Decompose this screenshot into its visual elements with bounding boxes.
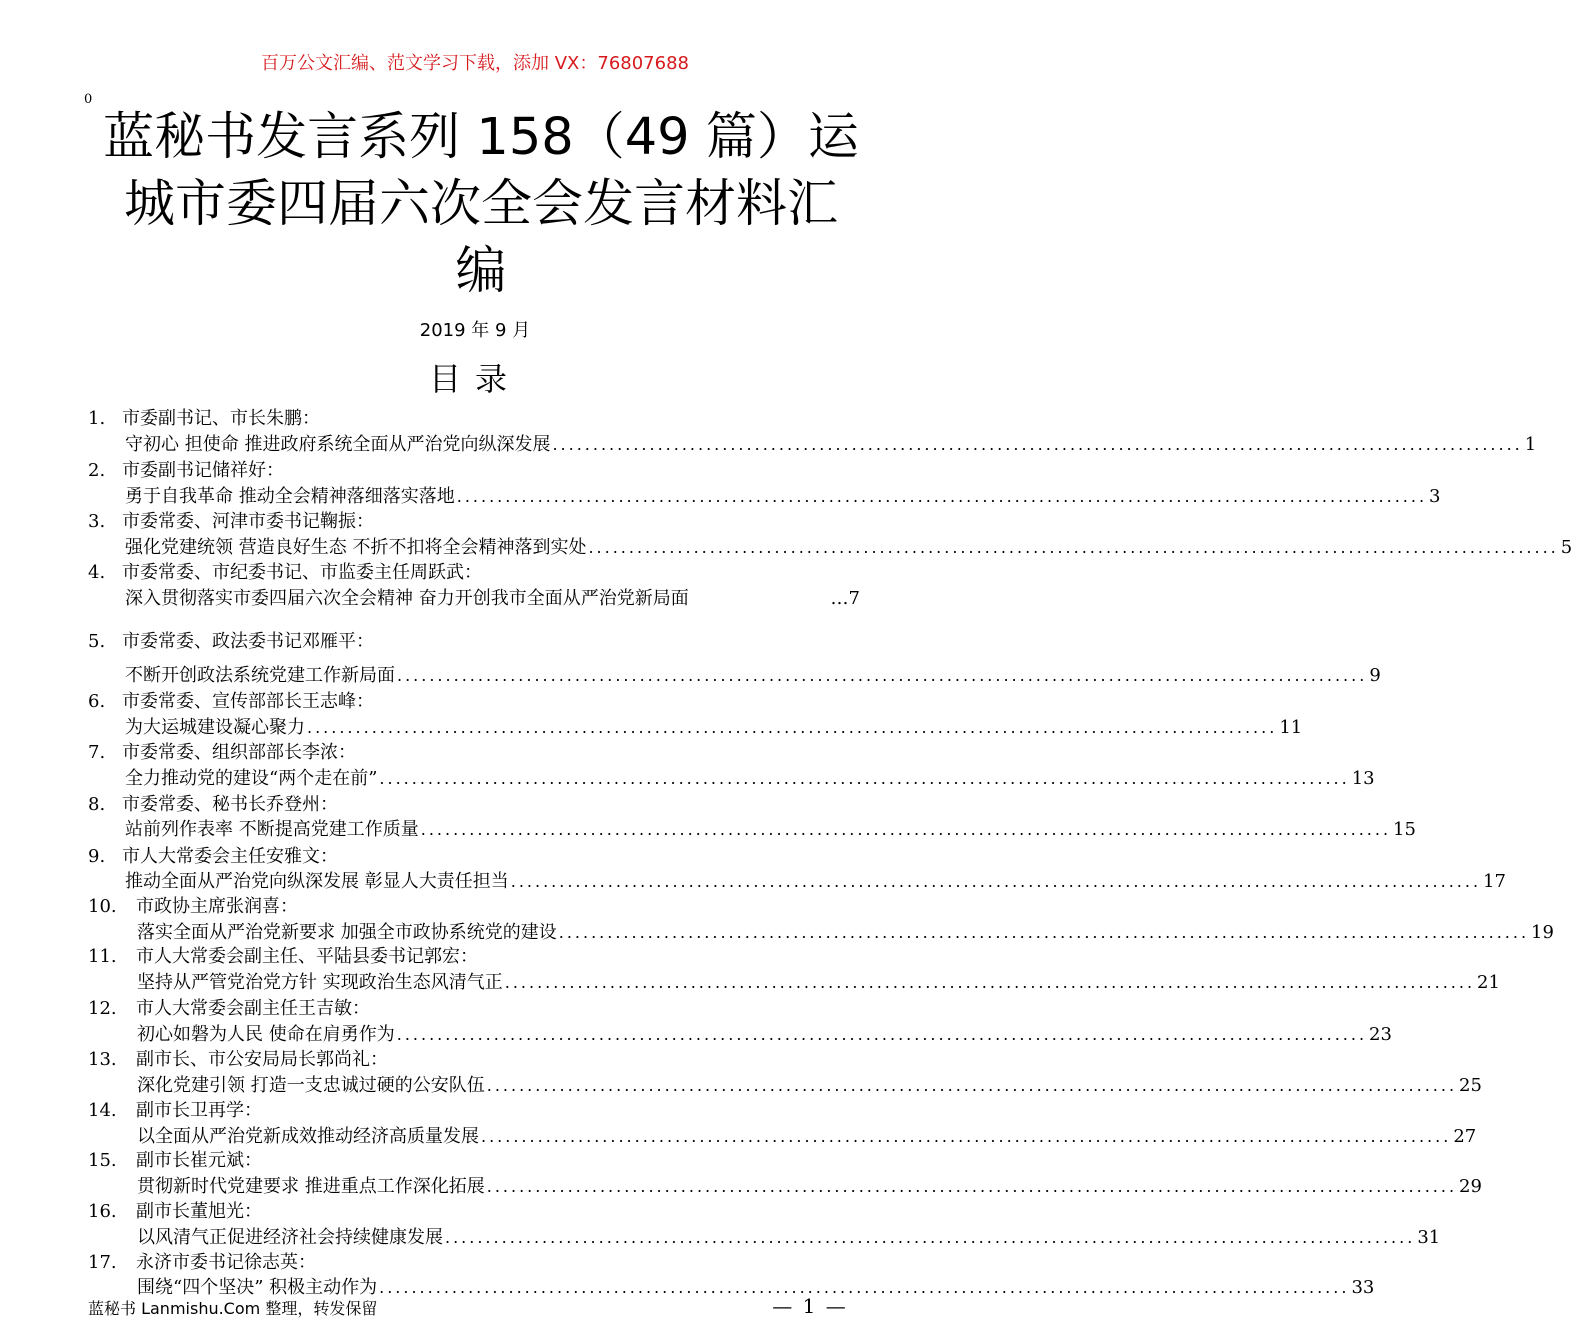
header-banner: 百万公文汇编、范文学习下载，添加 VX：76807688 [261, 53, 689, 74]
document-date: 2019 年 9 月 [419, 320, 531, 341]
toc-leader-dots: ........................................................................................................................ [481, 1127, 1452, 1146]
toc-number: 7. [88, 742, 106, 763]
toc-entry-link[interactable] [125, 815, 1416, 841]
toc-leader-dots: ........................................................................................................................ [397, 666, 1368, 685]
toc-number: 13. [88, 1049, 117, 1070]
toc-entry-link[interactable] [125, 661, 1381, 687]
toc-entry-title: 全力推动党的建设“两个走在前” [125, 768, 378, 789]
toc-entry-link[interactable] [137, 1172, 1482, 1198]
toc-author-text: 市人大常委会副主任王吉敏： [136, 998, 370, 1019]
toc-author-text: 市委常委、宣传部部长王志峰： [122, 691, 374, 712]
toc-entry-link[interactable] [137, 968, 1500, 994]
toc-page-number: 15 [1393, 819, 1416, 840]
toc-leader-dots: ........................................................................................................................ [588, 538, 1559, 557]
toc-author [88, 456, 284, 482]
toc-leader-dots: ........................................................................................................................ [396, 1025, 1368, 1044]
toc-author-text: 市委常委、组织部部长李浓： [122, 742, 356, 763]
toc-author [88, 558, 482, 584]
toc-leader-dots: ........................................................................................................................ [558, 923, 1530, 942]
toc-entry-link[interactable] [137, 1223, 1441, 1249]
toc-entry-title: 勇于自我革命 推动全会精神落细落实落地 [125, 486, 455, 507]
toc-entry-link[interactable] [137, 1071, 1482, 1097]
toc-entry-title: 落实全面从严治党新要求 加强全市政协系统党的建设 [137, 922, 557, 943]
toc-leader-dots: ........................................................................................................................ [552, 435, 1523, 454]
toc-author [88, 1248, 316, 1274]
toc-page-number: 13 [1351, 768, 1375, 789]
toc-entry-title: 强化党建统领 营造良好生态 不折不扣将全会精神落到实处 [125, 537, 587, 558]
toc-entry-link[interactable] [137, 1020, 1392, 1046]
toc-author-text: 永济市委书记徐志英： [136, 1252, 316, 1273]
toc-entry-title: 守初心 担使命 推进政府系统全面从严治党向纵深发展 [125, 434, 551, 455]
toc-leader-dots: ........................................................................................................................ [379, 769, 1350, 788]
title-line-2: 城市委四届六次全会发言材料汇 [123, 175, 838, 234]
toc-page-number: 11 [1279, 717, 1303, 738]
toc-author [88, 738, 356, 764]
toc-author-text: 市人大常委会副主任、平陆县委书记郭宏： [136, 946, 478, 967]
toc-page-number: 3 [1429, 486, 1441, 507]
toc-entry-link[interactable] [137, 918, 1554, 944]
toc-author [88, 627, 374, 653]
toc-number: 1. [88, 408, 106, 429]
toc-page-number: 25 [1459, 1075, 1482, 1096]
toc-number: 17. [88, 1252, 117, 1273]
toc-author-text: 市人大常委会主任安雅文： [122, 846, 338, 867]
toc-page-number: 9 [1369, 665, 1381, 686]
toc-entry-title: 深入贯彻落实市委四届六次全会精神 奋力开创我市全面从严治党新局面 [125, 588, 689, 609]
toc-leader-dots: ........................................................................................................................ [510, 872, 1482, 891]
toc-entry-title: 以风清气正促进经济社会持续健康发展 [137, 1227, 443, 1248]
toc-number: 15. [88, 1150, 117, 1171]
toc-author-text: 市委常委、市纪委书记、市监委主任周跃武： [122, 562, 482, 583]
toc-entry-title: 以全面从严治党新成效推动经济高质量发展 [137, 1126, 479, 1147]
toc-author [88, 790, 338, 816]
toc-page-number: 23 [1369, 1024, 1392, 1045]
toc-leader-dots: ........................................................................................................................ [486, 1076, 1458, 1095]
toc-page-number: 5 [1560, 537, 1572, 558]
toc-author-text: 副市长崔元斌： [136, 1150, 262, 1171]
toc-page-number: 21 [1477, 972, 1500, 993]
toc-author-text: 市委常委、河津市委书记鞠振： [122, 511, 374, 532]
toc-author-text: 市委副书记、市长朱鹏： [122, 408, 320, 429]
toc-number: 4. [88, 562, 106, 583]
toc-page-number: 31 [1417, 1227, 1441, 1248]
toc-author [88, 404, 320, 430]
toc-leader-dots: ........................................................................................................................ [456, 487, 1428, 506]
toc-author-text: 市委副书记储祥好： [122, 460, 284, 481]
toc-page-number: …7 [830, 588, 860, 609]
toc-leader-dots: ........................................................................................................................ [445, 1228, 1416, 1247]
toc-number: 5. [88, 631, 106, 652]
toc-entry-link[interactable] [125, 867, 1506, 893]
toc-number: 9. [88, 846, 106, 867]
toc-leader-dots: ........................................................................................................................ [486, 1177, 1458, 1196]
toc-number: 3. [88, 511, 106, 532]
toc-leader-dots: ........................................................................................................................ [504, 973, 1476, 992]
toc-author-text: 副市长卫再学： [136, 1100, 262, 1121]
toc-entry-link[interactable] [125, 533, 1572, 559]
toc-author-text: 市委常委、政法委书记邓雁平： [122, 631, 374, 652]
toc-author [88, 687, 374, 713]
toc-author [88, 1146, 262, 1172]
toc-author-text: 副市长、市公安局局长郭尚礼： [136, 1049, 388, 1070]
toc-leader-dots: ........................................................................................................................ [379, 1278, 1350, 1297]
toc-entry-title: 不断开创政法系统党建工作新局面 [125, 665, 395, 686]
toc-number: 12. [88, 998, 117, 1019]
toc-author [88, 994, 370, 1020]
toc-page-number: 17 [1483, 871, 1506, 892]
toc-entry-link[interactable] [125, 764, 1375, 790]
toc-number: 6. [88, 691, 106, 712]
toc-author [88, 1197, 262, 1223]
toc-author [88, 892, 298, 918]
toc-author [88, 842, 338, 868]
toc-entry-link[interactable] [125, 482, 1441, 508]
toc-entry-title: 围绕“四个坚决” 积极主动作为 [137, 1277, 378, 1298]
toc-number: 14. [88, 1100, 117, 1121]
toc-leader-dots: ........................................................................................................................ [420, 820, 1392, 839]
toc-author [88, 1045, 388, 1071]
toc-author-text: 市政协主席张润喜： [136, 896, 298, 917]
toc-number: 8. [88, 794, 106, 815]
title-line-3: 编 [455, 242, 507, 301]
toc-entry-link[interactable] [125, 584, 860, 610]
toc-author [88, 1096, 262, 1122]
footer-page-number: — 1 — [772, 1294, 848, 1318]
toc-entry-link[interactable] [137, 1122, 1477, 1148]
toc-author-text: 副市长董旭光： [136, 1201, 262, 1222]
toc-author [88, 507, 374, 533]
toc-author [88, 942, 478, 968]
toc-author-text: 市委常委、秘书长乔登州： [122, 794, 338, 815]
toc-number: 11. [88, 946, 117, 967]
toc-leader-dots: ........................................................................................................................ [307, 718, 1278, 737]
toc-number: 10. [88, 896, 117, 917]
toc-entry-title: 为大运城建设凝心聚力 [125, 717, 305, 738]
toc-number: 16. [88, 1201, 117, 1222]
toc-page-number: 19 [1531, 922, 1554, 943]
toc-page-number: 33 [1351, 1277, 1375, 1298]
toc-entry-title: 推动全面从严治党向纵深发展 彰显人大责任担当 [125, 871, 509, 892]
toc-page-number: 27 [1453, 1126, 1477, 1147]
footer-note: 蓝秘书 Lanmishu.Com 整理，转发保留 [88, 1299, 378, 1318]
toc-number: 2. [88, 460, 106, 481]
toc-entry-link[interactable] [125, 713, 1303, 739]
toc-entry-title: 坚持从严管党治党方针 实现政治生态风清气正 [137, 972, 503, 993]
title-line-1: 蓝秘书发言系列 158（49 篇）运 [103, 108, 859, 167]
toc-page-number: 1 [1524, 434, 1537, 455]
toc-entry-link[interactable] [125, 430, 1537, 456]
toc-entry-title: 初心如磐为人民 使命在肩勇作为 [137, 1024, 395, 1045]
toc-entry-title: 站前列作表率 不断提高党建工作质量 [125, 819, 419, 840]
toc-entry-title: 贯彻新时代党建要求 推进重点工作深化拓展 [137, 1176, 485, 1197]
page-corner-mark: 0 [84, 92, 93, 107]
toc-page-number: 29 [1459, 1176, 1482, 1197]
toc-entry-title: 深化党建引领 打造一支忠诚过硬的公安队伍 [137, 1075, 485, 1096]
toc-heading: 目录 [428, 360, 521, 398]
